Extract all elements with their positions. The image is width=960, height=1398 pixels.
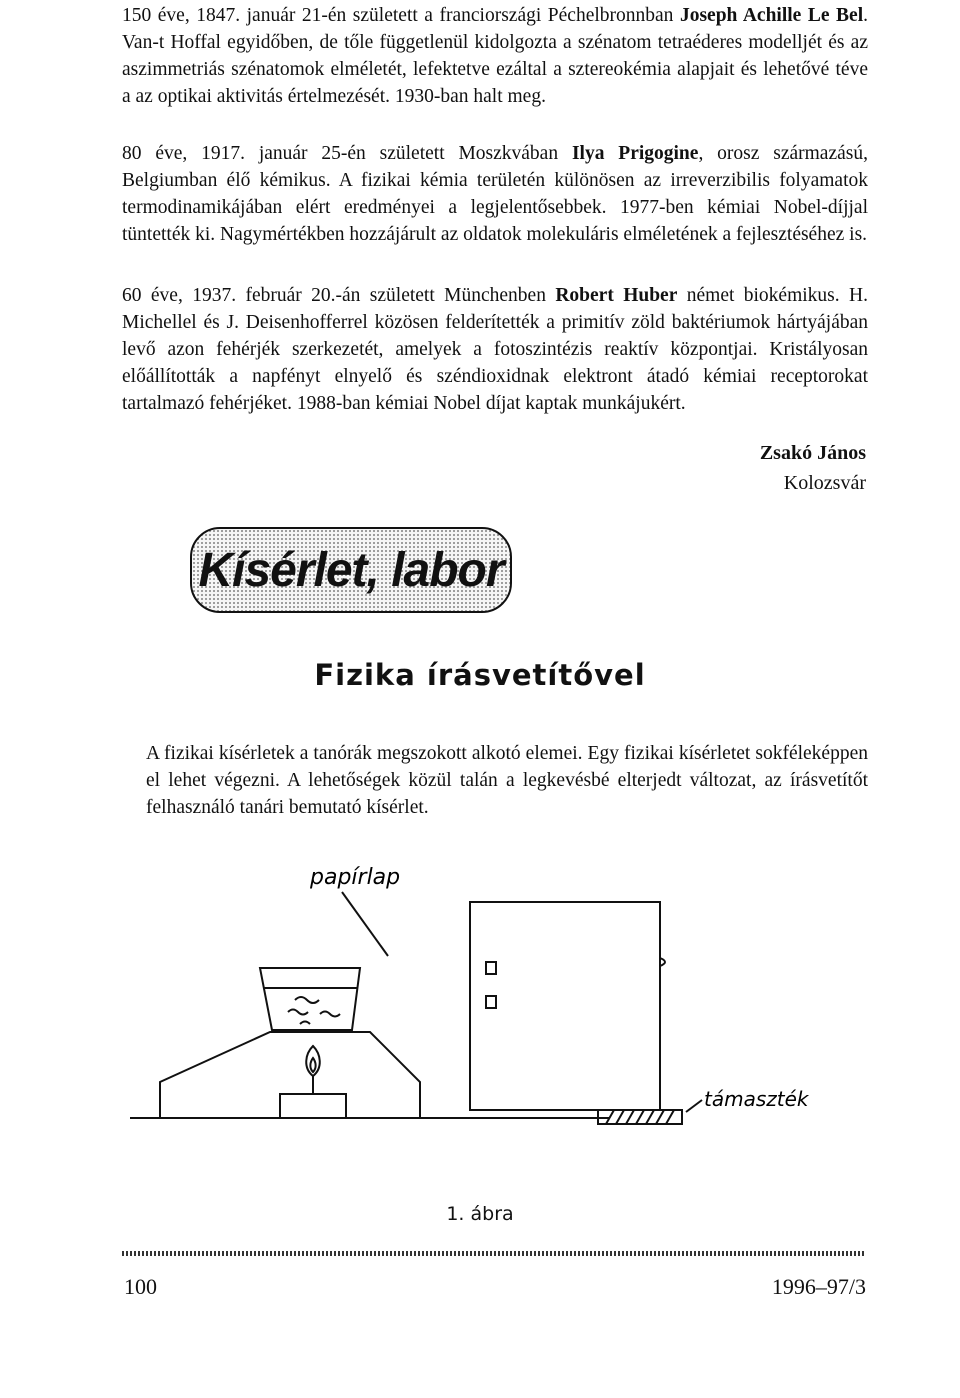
figure-1 bbox=[120, 850, 840, 1195]
paragraph-le-bel: 150 éve, 1847. január 21-én született a franciországi Péchelbronnban Joseph Achille Le Bel. Van-t Hoffal egyidőben, de tőle függetlenül kidolgozta a szénatom tetraéderes modelljét és az aszimmetriás szénatomok elméletét, lefektetve ezáltal a sztereokémia alapjait és lehetővé téve a az optikai aktivitás értelmezését. 1930-ban halt meg. bbox=[122, 5, 868, 107]
projector-box bbox=[470, 902, 660, 1110]
article-title: Fizika írásvetítővel bbox=[314, 658, 646, 692]
label-pointer-paper bbox=[342, 892, 388, 956]
person-name: Robert Huber bbox=[555, 285, 678, 306]
author-place: Kolozsvár bbox=[783, 472, 866, 494]
person-name: Joseph Achille Le Bel bbox=[679, 5, 864, 26]
author-name: Zsakó János bbox=[759, 442, 866, 464]
page-number: 100 bbox=[124, 1274, 157, 1299]
overhead-projector-diagram bbox=[120, 850, 840, 1190]
author-signature bbox=[760, 438, 866, 498]
figure-caption: 1. ábra bbox=[446, 1203, 514, 1225]
paragraph-huber: 60 éve, 1937. február 20.-án született Münchenben Robert Huber német biokémikus. H. Michellel és J. Deisenhofferrel közösen felderítették a primitív zöld baktériumok hártyájában levő azon fehérjék szerkezetét, amelyek a fotoszintézis reaktív központjai. Kristályosan előállították a napfényt elnyelő és széndioxidnak elektront átadó kémiai receptorokat tartalmazó fehérjéket. 1988-ban kémiai Nobel díjat kaptak munkájukért. bbox=[122, 285, 868, 414]
stand bbox=[160, 1032, 420, 1118]
label-paper: papírlap bbox=[310, 865, 401, 890]
article-intro: A fizikai kísérletek a tanórák megszokott alkotó elemei. Egy fizikai kísérletet sokféleképpen el lehet végezni. A lehetőségek közül talán a legkevésbé elterjedt változat, az írásvetítőt felhasználó tanári bemutató kísérlet. bbox=[146, 743, 868, 818]
footer-divider bbox=[122, 1251, 864, 1256]
issue-number: 1996–97/3 bbox=[771, 1274, 866, 1299]
label-pointer-support bbox=[686, 1100, 702, 1112]
label-support: támaszték bbox=[704, 1087, 809, 1111]
person-name: Ilya Prigogine bbox=[571, 143, 699, 164]
water-container bbox=[260, 968, 360, 1030]
paragraph-prigogine: 80 éve, 1917. január 25-én született Moszkvában Ilya Prigogine, orosz származású, Belgiumban élő kémikus. A fizikai kémia területén különösen az irreverzibilis folyamatok termodinamikájában elért eredményei a legjelentősebbek. 1977-ben kémiai Nobel-díjjal tüntették ki. Nagymértékben hozzájárult az oldatok molekuláris elméletének a fejlesztéséhez is. bbox=[122, 143, 868, 245]
banner-text: Kísérlet, labor bbox=[198, 543, 504, 597]
candle-base bbox=[280, 1094, 346, 1118]
section-banner bbox=[190, 527, 512, 613]
